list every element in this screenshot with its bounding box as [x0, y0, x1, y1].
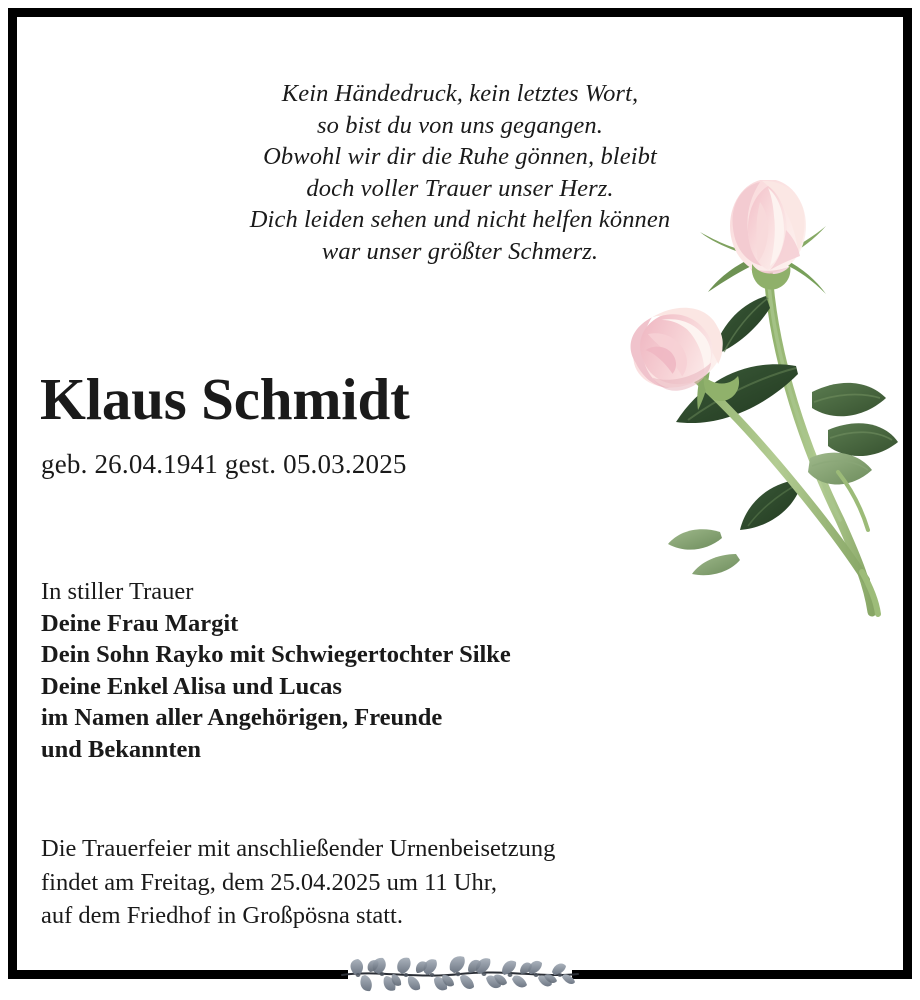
poem-line: Dich leiden sehen und nicht helfen können — [249, 206, 671, 233]
border-bottom-left — [8, 970, 348, 979]
deceased-name: Klaus Schmidt — [40, 366, 410, 432]
poem-line: Kein Händedruck, kein letztes Wort, — [281, 80, 639, 107]
poem-line: war unser größter Schmerz. — [321, 237, 599, 265]
border-right — [903, 8, 912, 979]
border-bottom-right — [572, 970, 912, 979]
mourners-block — [41, 576, 511, 766]
border-left — [8, 8, 17, 979]
poem-line: Obwohl wir dir die Ruhe gönnen, bleibt — [263, 143, 657, 170]
detail-line: Die Trauerfeier mit anschließender Urnenbeisetzung — [41, 835, 556, 862]
detail-line: findet am Freitag, dem 25.04.2025 um 11 Uhr, — [41, 868, 498, 896]
birth-death-dates: geb. 26.04.1941 gest. 05.03.2025 — [41, 449, 407, 479]
detail-line: auf dem Friedhof in Großpösna statt. — [41, 902, 403, 929]
mourner-line: Deine Enkel Alisa und Lucas — [41, 672, 342, 700]
mourner-line: Deine Frau Margit — [41, 609, 239, 637]
mourner-line: und Bekannten — [41, 735, 202, 763]
poem-line: so bist du von uns gegangen. — [317, 111, 603, 139]
ivy-vine-ornament — [338, 954, 582, 996]
mourner-line: im Namen aller Angehörigen, Freunde — [41, 704, 443, 732]
mourning-lead: In stiller Trauer — [41, 578, 194, 605]
funeral-details — [41, 832, 555, 933]
poem-line: doch voller Trauer unser Herz. — [306, 174, 614, 202]
border-top — [8, 8, 912, 17]
memorial-poem — [60, 78, 860, 267]
mourner-line: Dein Sohn Rayko mit Schwiegertochter Silke — [41, 641, 511, 669]
